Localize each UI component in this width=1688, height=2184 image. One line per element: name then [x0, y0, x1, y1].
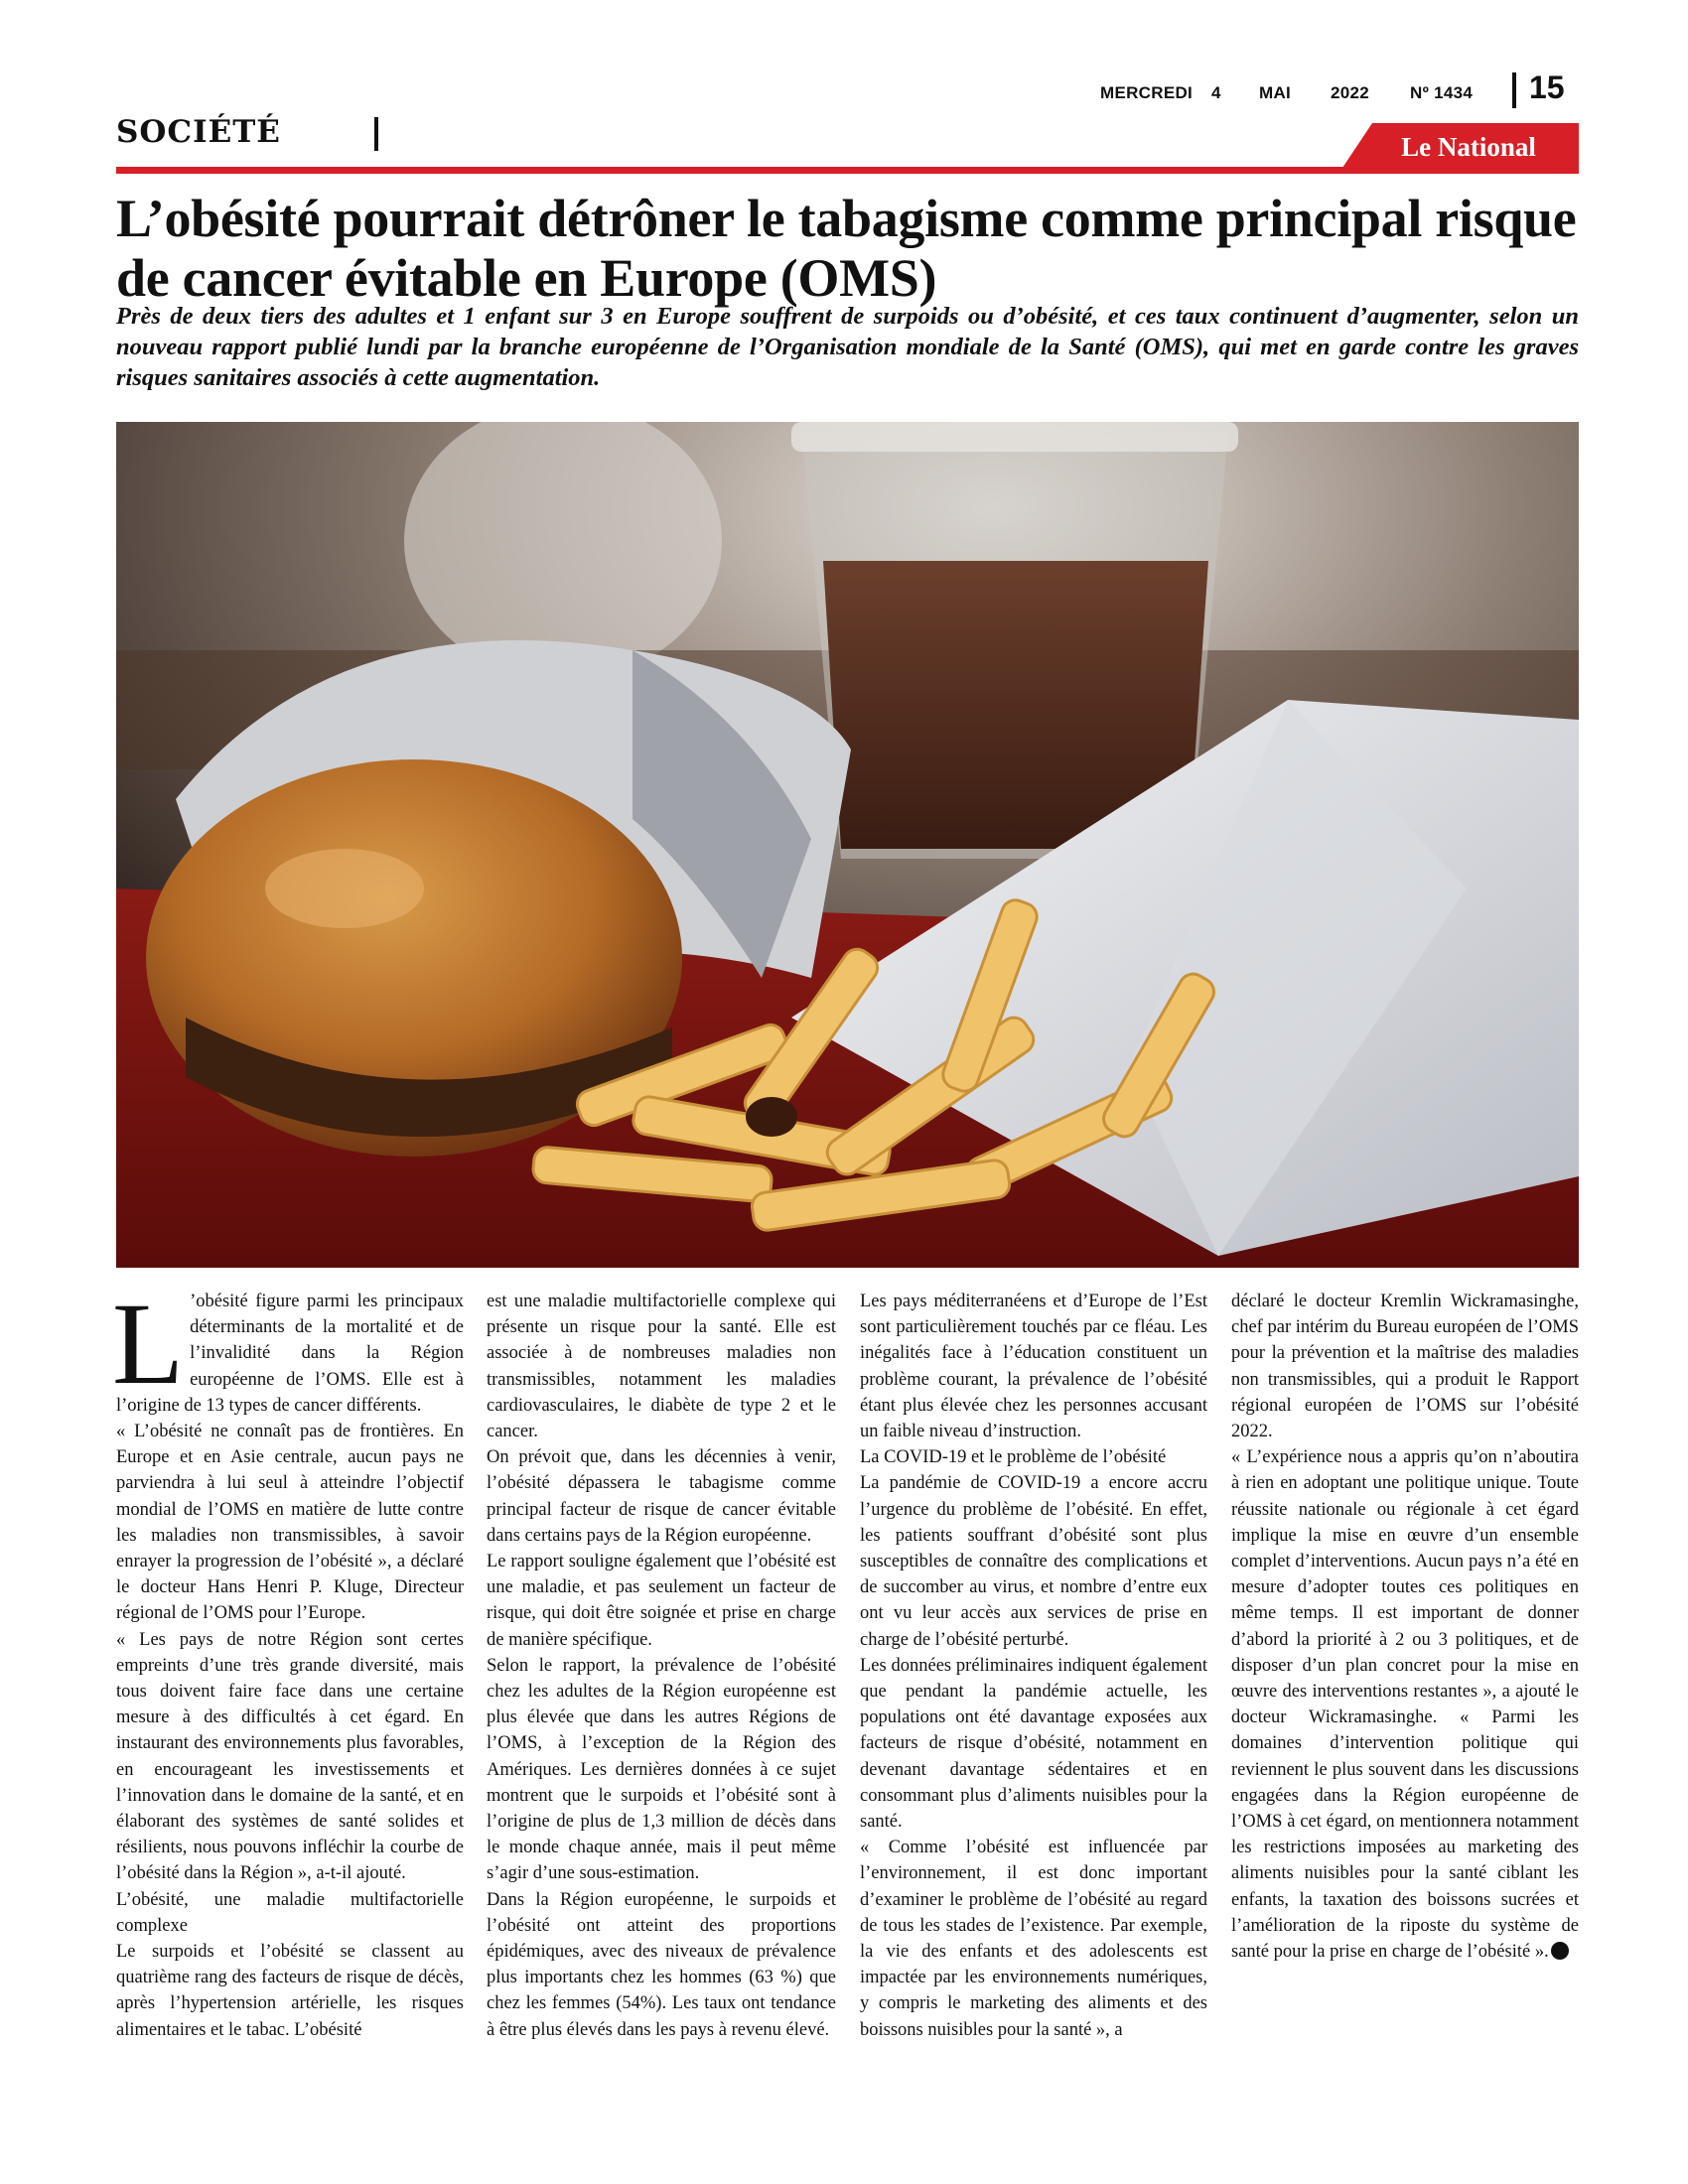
article-paragraph: Selon le rapport, la prévalence de l’obésité chez les adultes de la Région européenne est plus élevée que dans les autres Régions de l’OMS, à l’exception de la Région des Amériques. Les dernières données à ce sujet montrent que le surpoids et l’obésité sont à l’origine de plus de 1,3 million de décès dans le monde chaque année, mais il peut même s’agir d’une sous-estimation.: [487, 1655, 836, 1884]
article-paragraph: « Les pays de notre Région sont certes empreints d’une très grande diversité, mais tous doivent faire face dans une certaine mesure à des difficultés à cet égard. En instaurant des environnements plus favorables, en encourageant les investissements et l’innovation dans le domaine de la santé, et en élaborant des systèmes de santé solides et résilients, nous pouvons infléchir la courbe de l’obésité dans la Région », a-t-il ajouté.: [116, 1629, 464, 1884]
drop-cap: L: [112, 1279, 185, 1409]
article-paragraph: Le surpoids et l’obésité se classent au quatrième rang des facteurs de risque de décès, après l’hypertension artérielle, les risques alimentaires et le tabac. L’obésité: [116, 1942, 464, 2040]
page-number: 15: [1529, 69, 1565, 105]
brand-name: Le National: [1401, 132, 1536, 162]
intro-text: ’obésité figure parmi les principaux déterminants de la mortalité et de l’invalidité dans la Région européenne de l’OMS. Elle est à l’origine de 13 types de cancer différents.: [116, 1292, 464, 1416]
food-photo: [116, 422, 1579, 1268]
article-paragraph: « L’obésité ne connaît pas de frontières. En Europe et en Asie centrale, aucun pays ne parviendra à lui seul à atteindre l’objectif mondial de l’OMS en matière de lutte contre les maladies non transmissibles, à savoir enrayer la progression de l’obésité », a déclaré le docteur Hans Henri P. Kluge, Directeur régional de l’OMS pour l’Europe.: [116, 1422, 464, 1624]
article-paragraph: Dans la Région européenne, le surpoids et l’obésité ont atteint des proportions épidémiques, avec des niveaux de prévalence plus importants chez les hommes (63 %) que chez les femmes (54%). Les taux ont tendance à être plus élevés dans les pays à revenu élevé.: [487, 1889, 836, 2040]
issue-year: 2022: [1331, 83, 1370, 102]
section-label: SOCIÉTÉ: [116, 114, 281, 150]
issue-date: 4: [1211, 83, 1221, 102]
article-column-3: [860, 1289, 1207, 2043]
article-paragraph: [112, 1279, 464, 1419]
article-paragraph: Les pays méditerranéens et d’Europe de l’Est sont particulièrement touchés par ce fléau. Les inégalités face à l’éducation constituent un problème courant, la prévalence de l’obésité étant plus élevée chez les personnes accusant un faible niveau d’instruction.: [860, 1292, 1207, 1442]
article-column-2: [487, 1289, 836, 2043]
issue-info: [1100, 77, 1497, 107]
article-subheading: L’obésité, une maladie multifactorielle complexe: [116, 1889, 464, 1936]
page-number-divider: [1512, 72, 1516, 108]
issue-day: MERCREDI: [1100, 83, 1194, 102]
article-paragraph: On prévoit que, dans les décennies à venir, l’obésité dépassera le tabagisme comme principal facteur de risque de cancer évitable dans certains pays de la Région européenne.: [487, 1447, 836, 1546]
end-of-article-icon: [1551, 1942, 1569, 1960]
article-paragraph: « Comme l’obésité est influencée par l’environnement, il est donc important d’examiner le problème de l’obésité au regard de tous les stades de l’existence. Par exemple, la vie des enfants et des adolescents est impactée par les environnements numériques, y compris le marketing des aliments et des boissons nuisibles pour la santé », a: [860, 1838, 1207, 2040]
header-rule: [116, 167, 1579, 174]
article-paragraph: déclaré le docteur Kremlin Wickramasinghe, chef par intérim du Bureau européen de l’OMS pour la prévention et la maîtrise des maladies non transmissibles, qui a produit le Rapport régional européen de l’OMS sur l’obésité 2022.: [1231, 1292, 1579, 1442]
article-paragraph: est une maladie multifactorielle complexe qui présente un risque pour la santé. Elle est associée à de nombreuses maladies non transmissibles, notamment les maladies cardiovasculaires, le diabète de type 2 et le cancer.: [487, 1292, 836, 1442]
article-standfirst: Près de deux tiers des adultes et 1 enfant sur 3 en Europe souffrent de surpoids ou d’obésité, et ces taux continuent d’augmenter, selon un nouveau rapport publié lundi par la branche européenne de l’Organisation mondiale de la Santé (OMS), qui met en garde contre les graves risques sanitaires associés à cette augmentation.: [116, 303, 1579, 391]
article-headline: L’obésité pourrait détrôner le tabagisme comme principal risque de cancer évitable en Europe (OMS): [116, 189, 1577, 308]
article-column-4: [1231, 1289, 1579, 1965]
article-paragraph: Le rapport souligne également que l’obésité est une maladie, et pas seulement un facteur de risque, qui doit être soignée et prise en charge de manière spécifique.: [487, 1552, 836, 1650]
article-paragraph: La pandémie de COVID-19 a encore accru l’urgence du problème de l’obésité. En effet, les patients souffrant d’obésité sont plus susceptibles de connaître des complications et de succomber au virus, et nombre d’entre eux ont vu leur accès aux services de prise en charge de l’obésité perturbé.: [860, 1473, 1207, 1650]
article-paragraph: Les données préliminaires indiquent également que pendant la pandémie actuelle, les populations ont été davantage exposées aux facteurs de risque d’obésité, notamment en devenant davantage sédentaires et en consommant plus d’aliments nuisibles pour la santé.: [860, 1655, 1207, 1833]
section-divider: [374, 117, 378, 151]
food-photo-illustration: [116, 422, 1579, 1268]
article-column-1: [112, 1279, 464, 2043]
article-subheading: La COVID-19 et le problème de l’obésité: [860, 1447, 1167, 1468]
closing-text: « L’expérience nous a appris qu’on n’aboutira à rien en adoptant une politique unique. Toute réussite nationale ou régionale à cet égard implique la mise en œuvre d’un ensemble complet d’interventions. Aucun pays n’a été en mesure d’adopter toutes ces politiques en même temps. Il est important de donner d’abord la priorité à 2 ou 3 politiques, et de disposer d’un plan concret pour la mise en œuvre des interventions restantes », a ajouté le docteur Wickramasinghe. « Parmi les domaines d’intervention politique qui reviennent le plus souvent dans les discussions engagées dans la Région européenne de l’OMS à cet égard, on mentionnera notamment les restrictions imposées au marketing des aliments nuisibles pour la santé ciblant les enfants, la taxation des boissons sucrées et l’amélioration de la riposte du système de santé pour la prise en charge de l’obésité ».: [1231, 1447, 1579, 1963]
issue-number: Nº 1434: [1410, 83, 1474, 102]
article-paragraph: [1231, 1444, 1579, 1965]
issue-month: MAI: [1259, 83, 1292, 102]
